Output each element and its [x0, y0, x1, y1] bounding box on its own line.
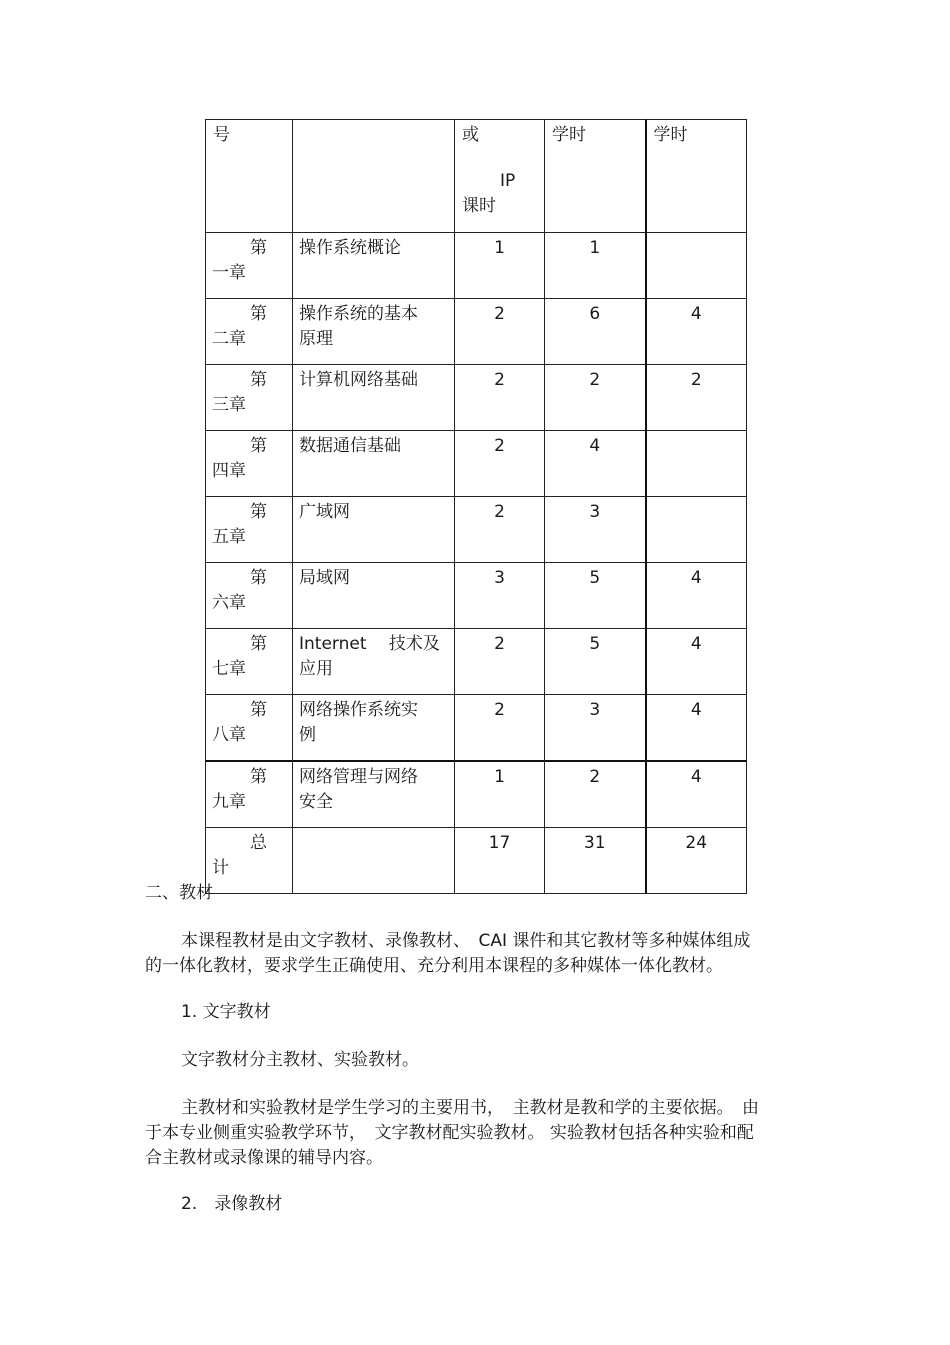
chapter-number-part-1: 第 [250, 370, 267, 390]
chapter-number-cell [206, 431, 293, 497]
lab-hours-cell [646, 431, 747, 497]
chapter-number-part-1: 第 [250, 304, 267, 324]
header-chapter-number: 号 [206, 120, 293, 233]
chapter-number-cell [206, 761, 293, 828]
ip-hours-cell: 1 [455, 761, 545, 828]
chapter-title-cell: Internet 技术及 应用 [293, 629, 455, 695]
chapter-number-part-2: 三章 [212, 395, 246, 415]
ip-hours-cell: 2 [455, 629, 545, 695]
ip-hours-cell: 2 [455, 299, 545, 365]
ip-hours-cell: 2 [455, 365, 545, 431]
chapter-number-part-1: 总 [250, 833, 267, 853]
header-chapter-title [293, 120, 455, 233]
table-header-row [206, 120, 747, 233]
table-row [206, 695, 747, 762]
lab-hours-cell: 2 [646, 365, 747, 431]
chapter-number-part-2: 六章 [212, 593, 246, 613]
table-body [206, 233, 747, 894]
header-hours: 学时 [545, 120, 646, 233]
ip-hours-cell: 3 [455, 563, 545, 629]
hours-cell: 2 [545, 365, 646, 431]
header-ip-line3: 课时 [462, 196, 496, 216]
chapter-title-cell: 网络管理与网络 安全 [293, 761, 455, 828]
lab-hours-cell [646, 233, 747, 299]
item-1-heading: 1. 文字教材 [181, 1002, 271, 1022]
hours-cell: 3 [545, 695, 646, 762]
chapter-number-part-1: 第 [250, 436, 267, 456]
lab-hours-cell: 4 [646, 695, 747, 762]
table-row [206, 431, 747, 497]
lab-hours-cell: 4 [646, 299, 747, 365]
chapter-title-cell: 计算机网络基础 [293, 365, 455, 431]
hours-cell: 1 [545, 233, 646, 299]
chapter-title-cell: 操作系统的基本 原理 [293, 299, 455, 365]
table-row [206, 761, 747, 828]
chapter-number-part-1: 第 [250, 700, 267, 720]
chapter-number-cell [206, 497, 293, 563]
chapter-title-cell: 数据通信基础 [293, 431, 455, 497]
course-hours-table [205, 119, 747, 894]
lab-hours-cell: 4 [646, 761, 747, 828]
ip-hours-cell: 2 [455, 497, 545, 563]
hours-cell: 6 [545, 299, 646, 365]
chapter-number-part-1: 第 [250, 238, 267, 258]
chapter-number-part-2: 一章 [212, 263, 246, 283]
hours-cell: 4 [545, 431, 646, 497]
paragraph-2-line-1: 主教材和实验教材是学生学习的主要用书， 主教材是教和学的主要依据。 由 [181, 1098, 759, 1118]
ip-hours-cell: 17 [455, 828, 545, 894]
chapter-number-part-2: 七章 [212, 659, 246, 679]
table-row [206, 563, 747, 629]
chapter-title-cell: 操作系统概论 [293, 233, 455, 299]
chapter-title-cell: 网络操作系统实 例 [293, 695, 455, 762]
header-lab-hours: 学时 [646, 120, 747, 233]
paragraph-1-line-2: 的一体化教材，要求学生正确使用、充分利用本课程的多种媒体一体化教材。 [145, 956, 723, 976]
chapter-number-part-1: 第 [250, 767, 267, 787]
chapter-title-cell: 局域网 [293, 563, 455, 629]
chapter-number-part-2: 四章 [212, 461, 246, 481]
item-1-text: 文字教材分主教材、实验教材。 [181, 1050, 419, 1070]
table-row [206, 365, 747, 431]
chapter-number-cell [206, 563, 293, 629]
table-row [206, 629, 747, 695]
header-ip-line1: 或 [462, 125, 479, 145]
chapter-number-part-1: 第 [250, 634, 267, 654]
chapter-number-part-1: 第 [250, 568, 267, 588]
section-heading: 二、教材 [145, 883, 213, 903]
paragraph-1-line-1: 本课程教材是由文字教材、录像教材、 CAI 课件和其它教材等多种媒体组成 [181, 931, 751, 951]
ip-hours-cell: 2 [455, 695, 545, 762]
header-ip-line2: IP [500, 171, 516, 191]
chapter-number-part-2: 九章 [212, 792, 246, 812]
chapter-number-cell [206, 365, 293, 431]
chapter-number-cell [206, 299, 293, 365]
hours-cell: 5 [545, 563, 646, 629]
lab-hours-cell [646, 497, 747, 563]
lab-hours-cell: 4 [646, 563, 747, 629]
table-row [206, 233, 747, 299]
lab-hours-cell: 4 [646, 629, 747, 695]
chapter-number-part-2: 五章 [212, 527, 246, 547]
chapter-number-cell [206, 629, 293, 695]
ip-hours-cell: 1 [455, 233, 545, 299]
table-row [206, 299, 747, 365]
chapter-number-part-1: 第 [250, 502, 267, 522]
ip-hours-cell: 2 [455, 431, 545, 497]
chapter-title-cell: 广域网 [293, 497, 455, 563]
chapter-number-cell [206, 695, 293, 762]
paragraph-2-line-2: 于本专业侧重实验教学环节， 文字教材配实验教材。 实验教材包括各种实验和配 [145, 1123, 754, 1143]
hours-cell: 3 [545, 497, 646, 563]
chapter-number-part-2: 二章 [212, 329, 246, 349]
table-row [206, 497, 747, 563]
lab-hours-cell: 24 [646, 828, 747, 894]
hours-cell: 2 [545, 761, 646, 828]
chapter-number-cell [206, 233, 293, 299]
paragraph-2-line-3: 合主教材或录像课的辅导内容。 [145, 1148, 383, 1168]
chapter-number-part-2: 八章 [212, 725, 246, 745]
hours-cell: 5 [545, 629, 646, 695]
chapter-number-part-2: 计 [212, 858, 229, 878]
hours-cell: 31 [545, 828, 646, 894]
header-ip-hours [455, 120, 545, 233]
item-2-heading: 2. 录像教材 [181, 1194, 283, 1214]
